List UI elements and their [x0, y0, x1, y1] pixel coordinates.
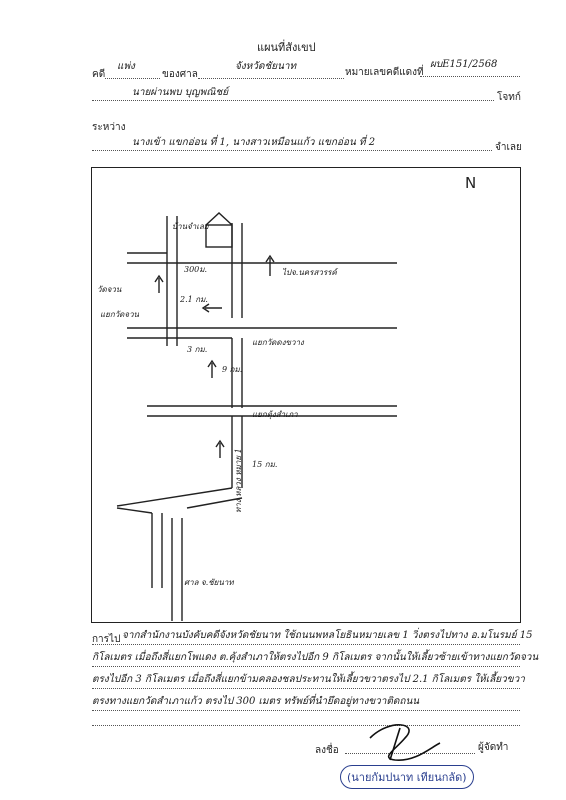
plaintiff-name: นายผ่านพบ บุญพณิชย์	[132, 87, 229, 98]
distance-9km: 9 กม.	[222, 365, 243, 374]
signature-mark	[360, 718, 450, 763]
case-type: แพ่ง	[117, 61, 135, 72]
route-line-4: ตรงทางแยกวัดสำเภาแก้ว ตรงไป 300 เมตร ทรัพย์ที่นำยึดอยู่ทางขวาติดถนน	[92, 696, 420, 707]
sketch-map	[91, 167, 521, 623]
highway-label: ทาง หลวง หมาย 1	[234, 448, 243, 513]
khwao-junction-label: แยกวัดดงขวาง	[252, 338, 304, 347]
defendants-names: นางเข้า แขกอ่อน ที่ 1, นางสาวเหมือนแก้ว แขกอ่อน ที่ 2	[132, 137, 376, 148]
house-label: บ้านจำเลย	[172, 222, 209, 231]
wat-label: วัดจวน	[97, 285, 122, 294]
signer-name-stamp: (นายกัมปนาท เทียนกลัด)	[340, 765, 474, 789]
distance-15km: 15 กม.	[252, 460, 278, 469]
to-town-label: ไปจ.นครสวรรค์	[282, 268, 337, 277]
between-label: ระหว่าง	[92, 122, 126, 133]
court-label: ของศาล	[162, 69, 198, 80]
case-label: คดี	[92, 69, 106, 80]
sign-label: ลงชื่อ	[315, 745, 339, 756]
route-label: การไป	[92, 634, 121, 645]
case-number: ผบE151/2568	[430, 59, 498, 70]
distance-300m: 300ม.	[184, 265, 208, 274]
black-no-label: หมายเลขคดีแดงที่	[345, 67, 424, 78]
route-line-3: ตรงไปอีก 3 กิโลเมตร เมื่อถึงสี่แยกข้ามคลองชลประทานให้เลี้ยวขวาตรงไป 2.1 กิโลเมตร ให้เลี้ยวขวา	[92, 674, 525, 685]
map-drawing	[92, 168, 519, 621]
court-label-map: ศาล จ.ชัยนาท	[184, 578, 234, 587]
route-line-1: จากสำนักงานบังคับคดีจังหวัดชัยนาท ใช้ถนนพหลโยธินหมายเลข 1 วิ่งตรงไปทาง อ.มโนรมย์ 15	[122, 630, 533, 641]
signer-label: ผู้จัดทำ	[478, 742, 509, 753]
page-title: แผนที่สังเขป	[257, 41, 316, 54]
north-indicator: N	[465, 174, 477, 192]
pho-daeng-label: แยกตุ้งสำเภา	[252, 410, 298, 419]
distance-3km: 3 กม.	[187, 345, 208, 354]
plaintiff-label: โจทก์	[497, 92, 521, 103]
defendant-label: จำเลย	[495, 142, 522, 153]
junction-label: แยกวัดจวน	[100, 310, 140, 319]
court-name: จังหวัดชัยนาท	[235, 61, 297, 72]
route-line-2: กิโลเมตร เมื่อถึงสี่แยกโพแดง ต.คุ้งสำเภาให้ตรงไปอีก 9 กิโลเมตร จากนั้นให้เลี้ยวซ้ายเข้าทางแยกวัดจวน	[92, 652, 539, 663]
distance-2-1km: 2.1 กม.	[180, 295, 208, 304]
